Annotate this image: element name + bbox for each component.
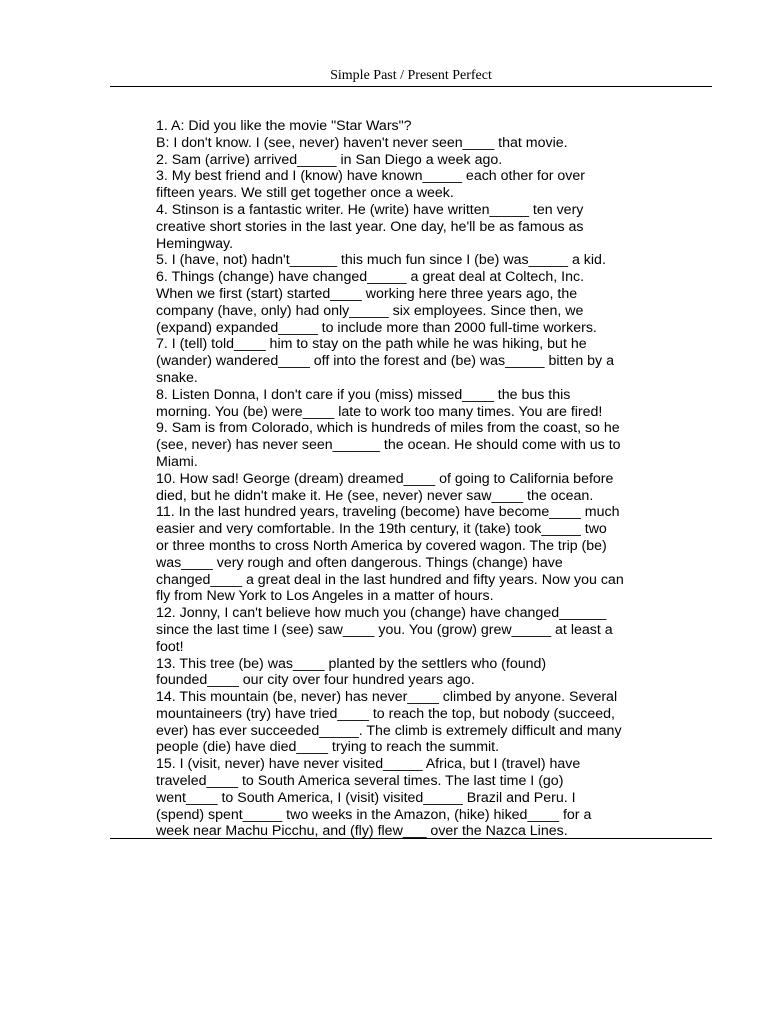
exercise-line: since the last time I (see) saw____ you. You (grow) grew_____ at least a: [156, 621, 613, 638]
exercise-body: [156, 118, 676, 840]
page-title: Simple Past / Present Perfect: [330, 68, 492, 83]
exercise-line: changed____ a great deal in the last hundred and fifty years. Now you can: [156, 571, 624, 588]
exercise-line: 13. This tree (be) was____ planted by the settlers who (found): [156, 655, 547, 672]
exercise-line: or three months to cross North America by covered wagon. The trip (be): [156, 537, 607, 554]
exercise-line: 7. I (tell) told____ him to stay on the path while he was hiking, but he: [156, 336, 587, 353]
exercise-line: (see, never) has never seen______ the ocean. He should come with us to: [156, 437, 621, 454]
exercise-line: was____ very rough and often dangerous. Things (change) have: [156, 554, 563, 571]
exercise-line: 3. My best friend and I (know) have known_____ each other for over: [156, 168, 586, 185]
exercise-line: 5. I (have, not) hadn't______ this much fun since I (be) was_____ a kid.: [156, 252, 606, 269]
exercise-line: 12. Jonny, I can't believe how much you (change) have changed______: [156, 605, 607, 622]
exercise-line: fifteen years. We still get together once a week.: [156, 185, 454, 202]
exercise-line: creative short stories in the last year. One day, he'll be as famous as: [156, 218, 584, 235]
exercise-line: easier and very comfortable. In the 19th century, it (take) took_____ two: [156, 521, 607, 538]
exercise-line: founded____ our city over four hundred years ago.: [156, 672, 475, 689]
exercise-line: foot!: [156, 638, 184, 655]
footer-rule: [110, 838, 712, 839]
exercise-line: traveled____ to South America several times. The last time I (go): [156, 773, 564, 790]
exercise-line: 6. Things (change) have changed_____ a great deal at Coltech, Inc.: [156, 269, 585, 286]
exercise-line: 9. Sam is from Colorado, which is hundreds of miles from the coast, so he: [156, 420, 620, 437]
exercise-line: week near Machu Picchu, and (fly) flew___ over the Nazca Lines.: [156, 823, 568, 840]
exercise-line: (spend) spent_____ two weeks in the Amazon, (hike) hiked____ for a: [156, 806, 592, 823]
exercise-line: snake.: [156, 369, 198, 386]
exercise-line: went____ to South America, I (visit) visited_____ Brazil and Peru. I: [156, 789, 576, 806]
exercise-line: mountaineers (try) have tried____ to reach the top, but nobody (succeed,: [156, 705, 616, 722]
exercise-line: 1. A: Did you like the movie "Star Wars"?: [156, 118, 412, 134]
header-rule: [110, 86, 712, 87]
exercise-line: Miami.: [156, 453, 198, 470]
exercise-line: morning. You (be) were____ late to work too many times. You are fired!: [156, 403, 603, 420]
exercise-line: (wander) wandered____ off into the forest and (be) was_____ bitten by a: [156, 353, 614, 370]
exercise-line: (expand) expanded_____ to include more than 2000 full-time workers.: [156, 319, 597, 336]
exercise-line: company (have, only) had only_____ six employees. Since then, we: [156, 302, 584, 319]
exercise-line: 11. In the last hundred years, traveling (become) have become____ much: [156, 504, 620, 521]
exercise-line: ever) has ever succeeded_____. The climb is extremely difficult and many: [156, 722, 622, 739]
exercise-line: 14. This mountain (be, never) has never____ climbed by anyone. Several: [156, 689, 618, 706]
exercise-line: B: I don't know. I (see, never) haven't never seen____ that movie.: [156, 134, 568, 151]
exercise-line: Hemingway.: [156, 235, 234, 252]
exercise-line: 10. How sad! George (dream) dreamed____ of going to California before: [156, 470, 614, 487]
exercise-line: died, but he didn't make it. He (see, never) never saw____ the ocean.: [156, 487, 594, 504]
exercise-line: 4. Stinson is a fantastic writer. He (write) have written_____ ten very: [156, 201, 584, 218]
exercise-line: 8. Listen Donna, I don't care if you (miss) missed____ the bus this: [156, 386, 571, 403]
exercise-line: 15. I (visit, never) have never visited_____ Africa, but I (travel) have: [156, 756, 581, 773]
exercise-line: 2. Sam (arrive) arrived_____ in San Diego a week ago.: [156, 151, 503, 168]
exercise-line: When we first (start) started____ working here three years ago, the: [156, 285, 578, 302]
exercise-line: fly from New York to Los Angeles in a matter of hours.: [156, 588, 494, 605]
exercise-line: people (die) have died____ trying to reach the summit.: [156, 739, 500, 756]
